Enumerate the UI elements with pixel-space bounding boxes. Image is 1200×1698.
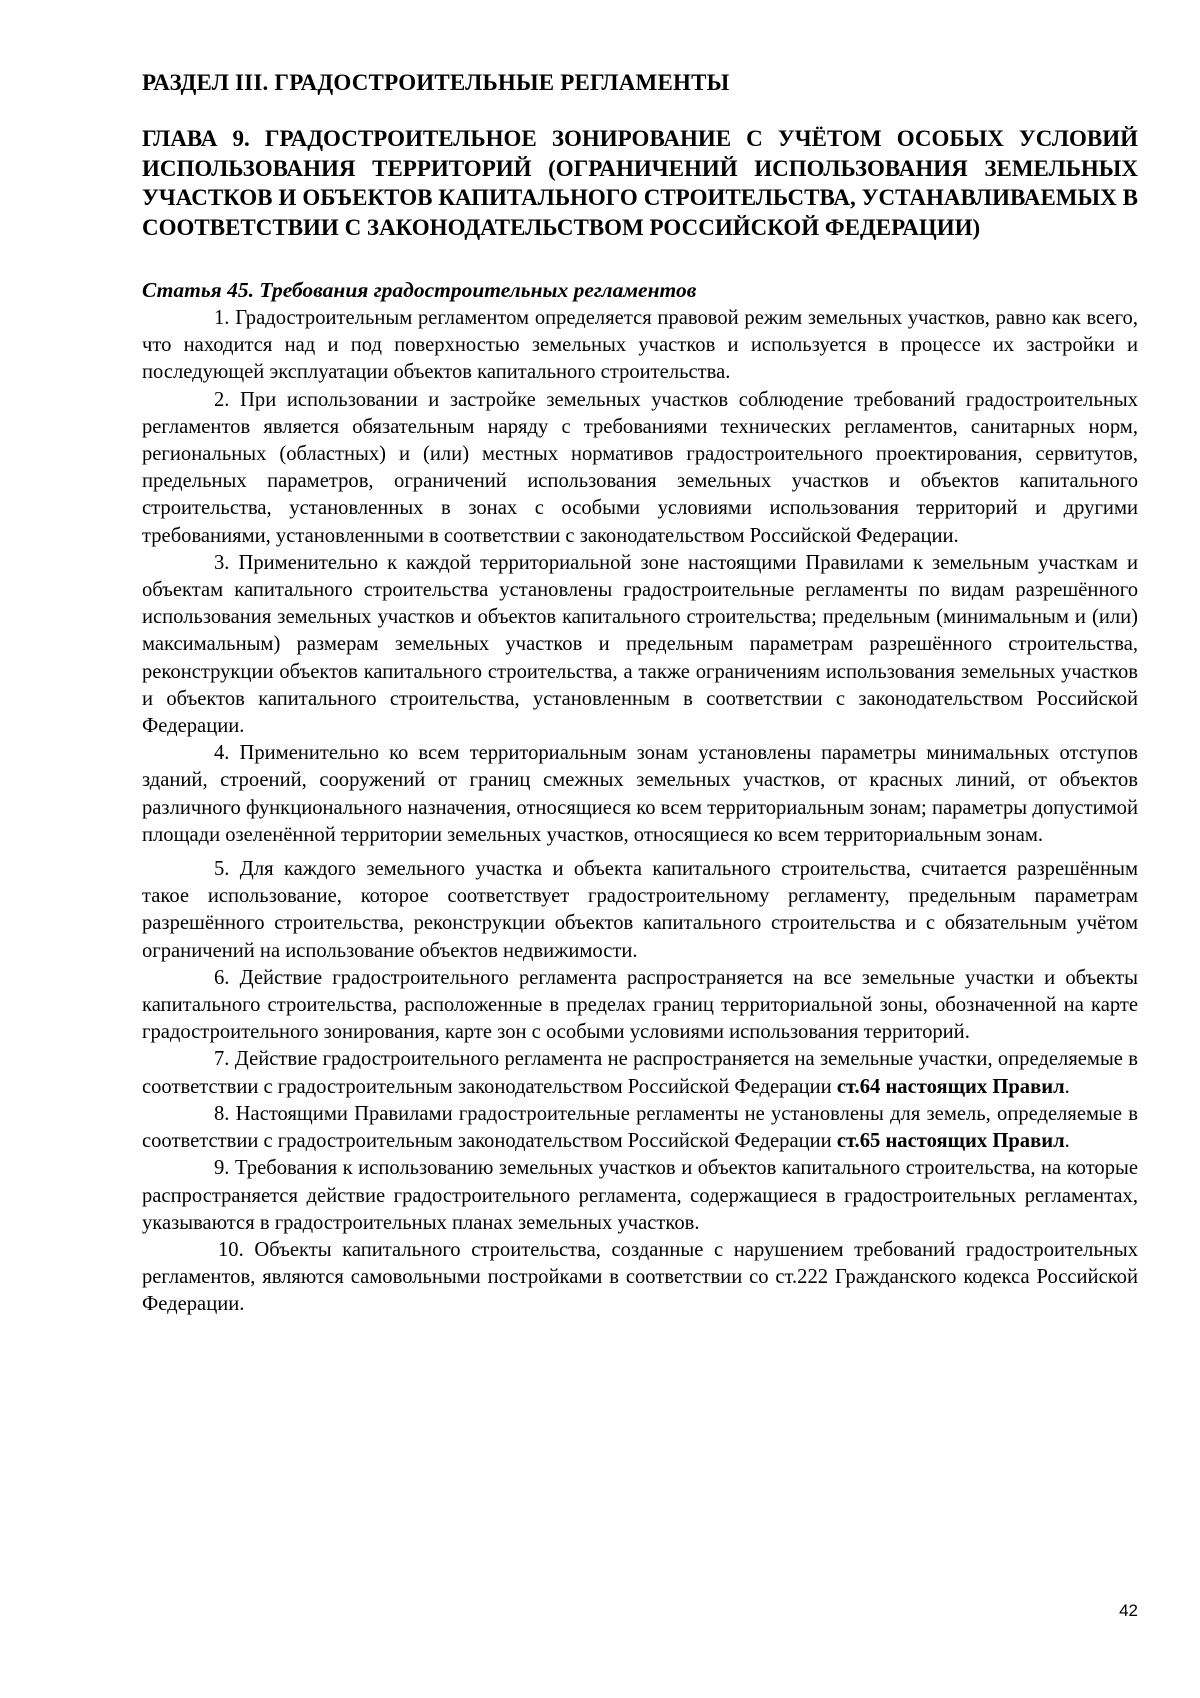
article-65-reference: ст.65 настоящих Правил [836, 1130, 1065, 1153]
paragraph-7-text: 7. Действие градостроительного регламента не распространяется на земельные участки, определяемые в соответствии с градостроительным законодательством Российской Федерации [142, 1048, 1138, 1098]
page-number: 42 [1119, 1601, 1138, 1620]
article-body [142, 305, 1138, 1319]
paragraph-8 [142, 1101, 1138, 1155]
paragraph-5: 5. Для каждого земельного участка и объекта капитального строительства, считается разрешённым такое использование, которое соответствует градостроительному регламенту, предельным параметрам разрешённого строительства, реконструкции объектов капитального строительства и с обязательным учётом ограничений на использование объектов недвижимости. [142, 858, 1138, 962]
article-title: Статья 45. Требования градостроительных регламентов [142, 278, 697, 302]
paragraph-2: 2. При использовании и застройке земельных участков соблюдение требований градостроительных регламентов является обязательным наряду с требованиями технических регламентов, санитарных норм, региональных (областных) и (или) местных нормативов градостроительного проектирования, сервитутов, предельных параметров, ограничений использования земельных участков и объектов капитального строительства, установленных в зонах с особыми условиями использования территорий и другими требованиями, установленными в соответствии с законодательством Российской Федерации. [142, 388, 1138, 547]
paragraph-4: 4. Применительно ко всем территориальным зонам установлены параметры минимальных отступов зданий, строений, сооружений от границ смежных земельных участков, от красных линий, от объектов различного функционального назначения, относящиеся ко всем территориальным зонам; параметры допустимой площади озеленённой территории земельных участков, относящиеся ко всем территориальным зонам. [142, 742, 1138, 846]
article-64-reference: ст.64 настоящих Правил [836, 1075, 1065, 1098]
paragraph-9: 9. Требования к использованию земельных участков и объектов капитального строительства, на которые распространяется действие градостроительного регламента, содержащиеся в градостроительных регламентах, указываются в градостроительных планах земельных участков. [142, 1157, 1138, 1234]
paragraph-7 [142, 1046, 1138, 1100]
paragraph-8-text: 8. Настоящими Правилами градостроительные регламенты не установлены для земель, определяемые в соответствии с градостроительным законодательством Российской Федерации [142, 1102, 1138, 1153]
paragraph-1: 1. Градостроительным регламентом определяется правовой режим земельных участков, равно как всего, что находится над и под поверхностью земельных участков и используется в процессе их застройки и последующей эксплуатации объектов капитального строительства. [142, 307, 1138, 384]
paragraph-3: 3. Применительно к каждой территориальной зоне настоящими Правилами к земельным участкам и объектам капитального строительства установлены градостроительные регламенты по видам разрешённого использования земельных участков и объектов капитального строительства; предельным (минимальным и (или) максимальным) размерам земельных участков и предельным параметрам разрешённого строительства, реконструкции объектов капитального строительства, а также ограничениям использования земельных участков и объектов капитального строительства, установленным в соответствии с законодательством Российской Федерации. [142, 551, 1138, 738]
paragraph-10: 10. Объекты капитального строительства, созданные с нарушением требований градостроительных регламентов, являются самовольными постройками в соответствии со ст.222 Гражданского кодекса Российской Федерации. [142, 1238, 1138, 1316]
section-title: РАЗДЕЛ III. ГРАДОСТРОИТЕЛЬНЫЕ РЕГЛАМЕНТЫ [142, 70, 730, 95]
paragraph-6: 6. Действие градостроительного регламента распространяется на все земельные участки и объекты капитального строительства, расположенные в пределах границ территориальной зоны, обозначенной на карте градостроительного зонирования, карте зон с особыми условиями использования территорий. [142, 966, 1138, 1044]
period: . [1064, 1075, 1070, 1098]
period: . [1064, 1130, 1070, 1153]
chapter-title: ГЛАВА 9. ГРАДОСТРОИТЕЛЬНОЕ ЗОНИРОВАНИЕ С УЧЁТОМ ОСОБЫХ УСЛОВИЙ ИСПОЛЬЗОВАНИЯ ТЕРРИТОРИЙ (ОГРАНИЧЕНИЙ ИСПОЛЬЗОВАНИЯ ЗЕМЕЛЬНЫХ УЧАСТКОВ И ОБЪЕКТОВ КАПИТАЛЬНОГО СТРОИТЕЛЬСТВА, УСТАНАВЛИВАЕМЫХ В СООТВЕТСТВИИ С ЗАКОНОДАТЕЛЬСТВОМ РОССИЙСКОЙ ФЕДЕРАЦИИ) [142, 126, 1138, 240]
